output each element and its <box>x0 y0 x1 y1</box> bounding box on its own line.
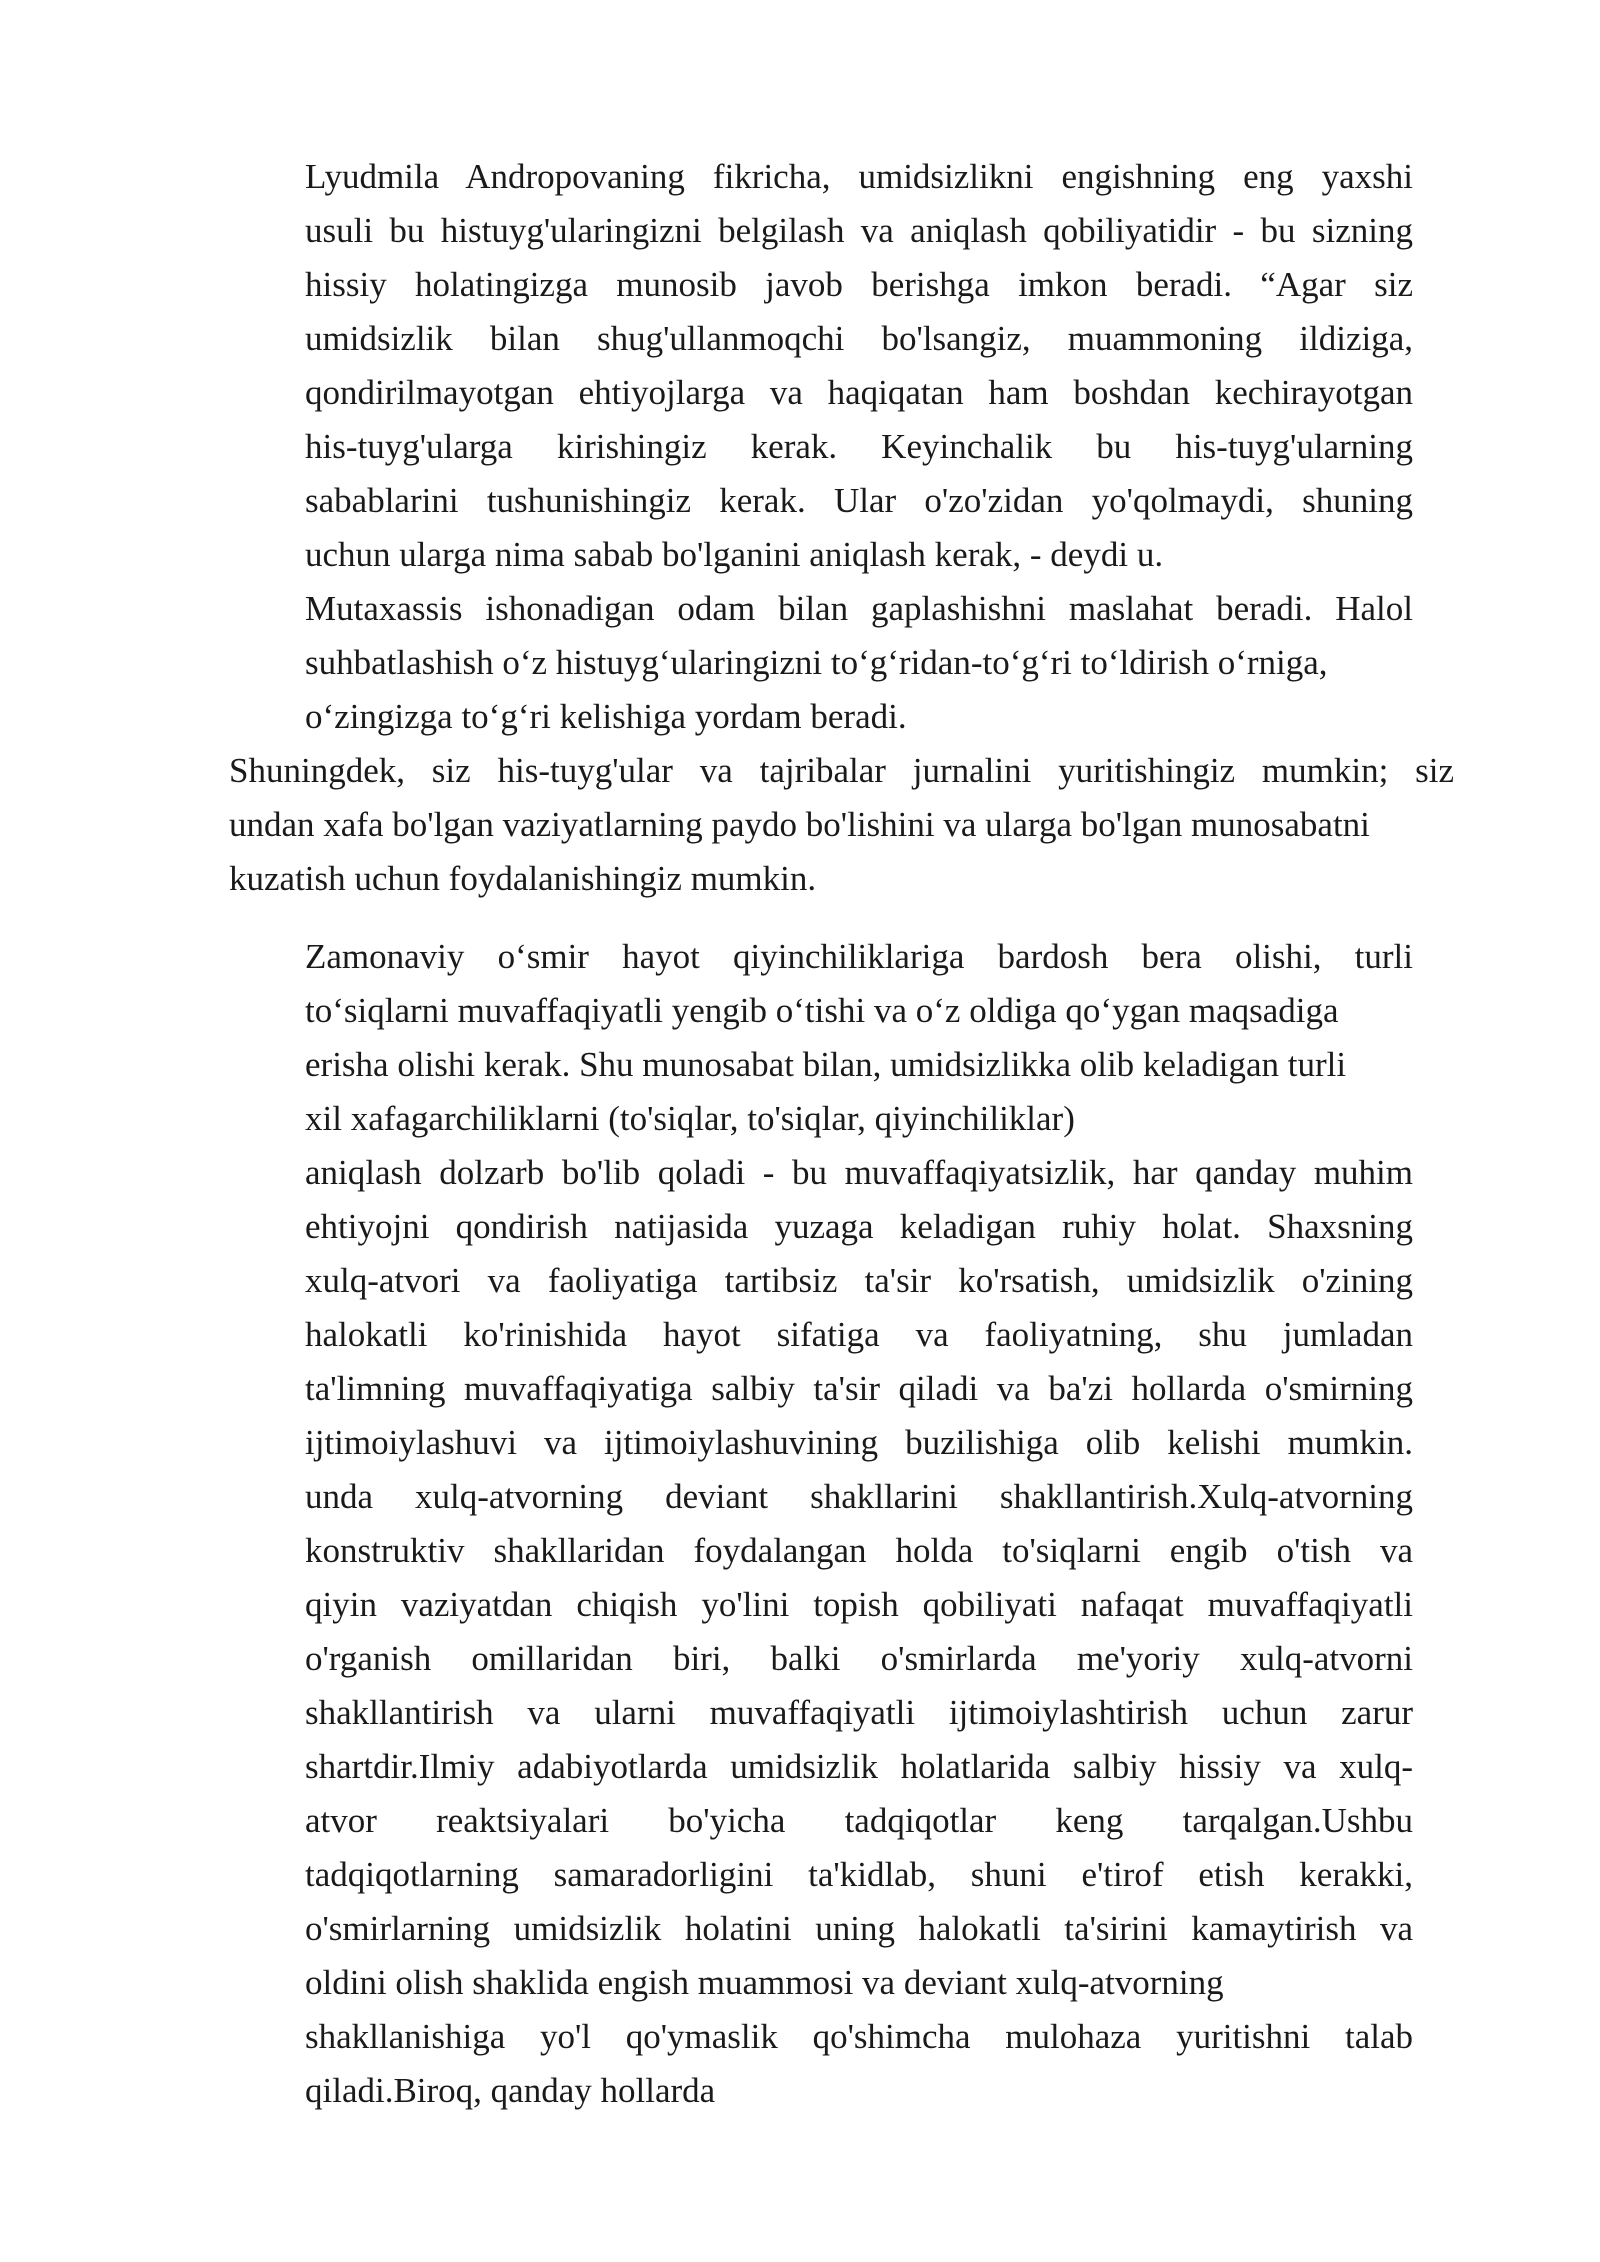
text-line: suhbatlashish o‘z histuyg‘ularingizni to‘g‘ridan-to‘g‘ri to‘ldirish o‘rniga, <box>305 643 1328 682</box>
text-line: tadqiqotlarning samaradorligini ta'kidlab, shuni e'tirof etish kerakki, <box>305 1855 1413 1894</box>
text-line: konstruktiv shakllaridan foydalangan holda to'siqlarni engib o'tish va <box>305 1531 1413 1570</box>
text-line: shartdir.Ilmiy adabiyotlarda umidsizlik holatlarida salbiy hissiy va xulq- <box>305 1747 1413 1786</box>
text-line: his-tuyg'ularga kirishingiz kerak. Keyinchalik bu his-tuyg'ularning <box>305 427 1413 466</box>
text-line: undan xafa bo'lgan vaziyatlarning paydo bo'lishini va ularga bo'lgan munosabatni <box>229 805 1370 844</box>
text-line: hissiy holatingizga munosib javob berishga imkon beradi. “Agar siz <box>305 265 1413 304</box>
text-line: xil xafagarchiliklarni (to'siqlar, to'siqlar, qiyinchiliklar) <box>305 1099 1075 1138</box>
text-line: usuli bu histuyg'ularingizni belgilash va aniqlash qobiliyatidir - bu sizning <box>305 211 1413 250</box>
text-line: qondirilmayotgan ehtiyojlarga va haqiqatan ham boshdan kechirayotgan <box>305 373 1413 412</box>
text-line: o'smirlarning umidsizlik holatini uning halokatli ta'sirini kamaytirish va <box>305 1909 1413 1948</box>
text-line: Shuningdek, siz his-tuyg'ular va tajribalar jurnalini yuritishingiz mumkin; siz <box>229 751 1454 790</box>
text-line: Mutaxassis ishonadigan odam bilan gaplashishni maslahat beradi. Halol <box>305 589 1413 628</box>
text-line: qiladi.Biroq, qanday hollarda <box>305 2071 716 2110</box>
text-line: kuzatish uchun foydalanishingiz mumkin. <box>229 859 817 898</box>
text-line: uchun ularga nima sabab bo'lganini aniqlash kerak, - deydi u. <box>305 535 1164 574</box>
text-line: to‘siqlarni muvaffaqiyatli yengib o‘tishi va o‘z oldiga qo‘ygan maqsadiga <box>305 991 1339 1030</box>
text-line: Zamonaviy o‘smir hayot qiyinchiliklariga bardosh bera olishi, turli <box>305 937 1413 976</box>
text-line: atvor reaktsiyalari bo'yicha tadqiqotlar keng tarqalgan.Ushbu <box>305 1801 1413 1840</box>
text-line: umidsizlik bilan shug'ullanmoqchi bo'lsangiz, muammoning ildiziga, <box>305 319 1413 358</box>
text-line: o‘zingizga to‘g‘ri kelishiga yordam beradi. <box>305 697 907 736</box>
text-line: shakllantirish va ularni muvaffaqiyatli ijtimoiylashtirish uchun zarur <box>305 1693 1413 1732</box>
text-line: qiyin vaziyatdan chiqish yo'lini topish qobiliyati nafaqat muvaffaqiyatli <box>305 1585 1413 1624</box>
text-line: xulq-atvori va faoliyatiga tartibsiz ta'sir ko'rsatish, umidsizlik o'zining <box>305 1261 1413 1300</box>
text-line: unda xulq-atvorning deviant shakllarini shakllantirish.Xulq-atvorning <box>305 1477 1413 1516</box>
text-line: halokatli ko'rinishida hayot sifatiga va faoliyatning, shu jumladan <box>305 1315 1413 1354</box>
text-line: ijtimoiylashuvi va ijtimoiylashuvining buzilishiga olib kelishi mumkin. <box>305 1423 1413 1462</box>
text-line: sabablarini tushunishingiz kerak. Ular o'zo'zidan yo'qolmaydi, shuning <box>305 481 1413 520</box>
text-line: aniqlash dolzarb bo'lib qoladi - bu muvaffaqiyatsizlik, har qanday muhim <box>305 1153 1413 1192</box>
text-line: ehtiyojni qondirish natijasida yuzaga keladigan ruhiy holat. Shaxsning <box>305 1207 1413 1246</box>
text-line: ta'limning muvaffaqiyatiga salbiy ta'sir qiladi va ba'zi hollarda o'smirning <box>305 1369 1413 1408</box>
text-line: erisha olishi kerak. Shu munosabat bilan, umidsizlikka olib keladigan turli <box>305 1045 1347 1084</box>
text-line: oldini olish shaklida engish muammosi va deviant xulq-atvorning <box>305 1963 1224 2002</box>
text-line: Lyudmila Andropovaning fikricha, umidsizlikni engishning eng yaxshi <box>305 157 1413 196</box>
text-line: o'rganish omillaridan biri, balki o'smirlarda me'yoriy xulq-atvorni <box>305 1639 1413 1678</box>
text-line: shakllanishiga yo'l qo'ymaslik qo'shimcha mulohaza yuritishni talab <box>305 2017 1413 2056</box>
